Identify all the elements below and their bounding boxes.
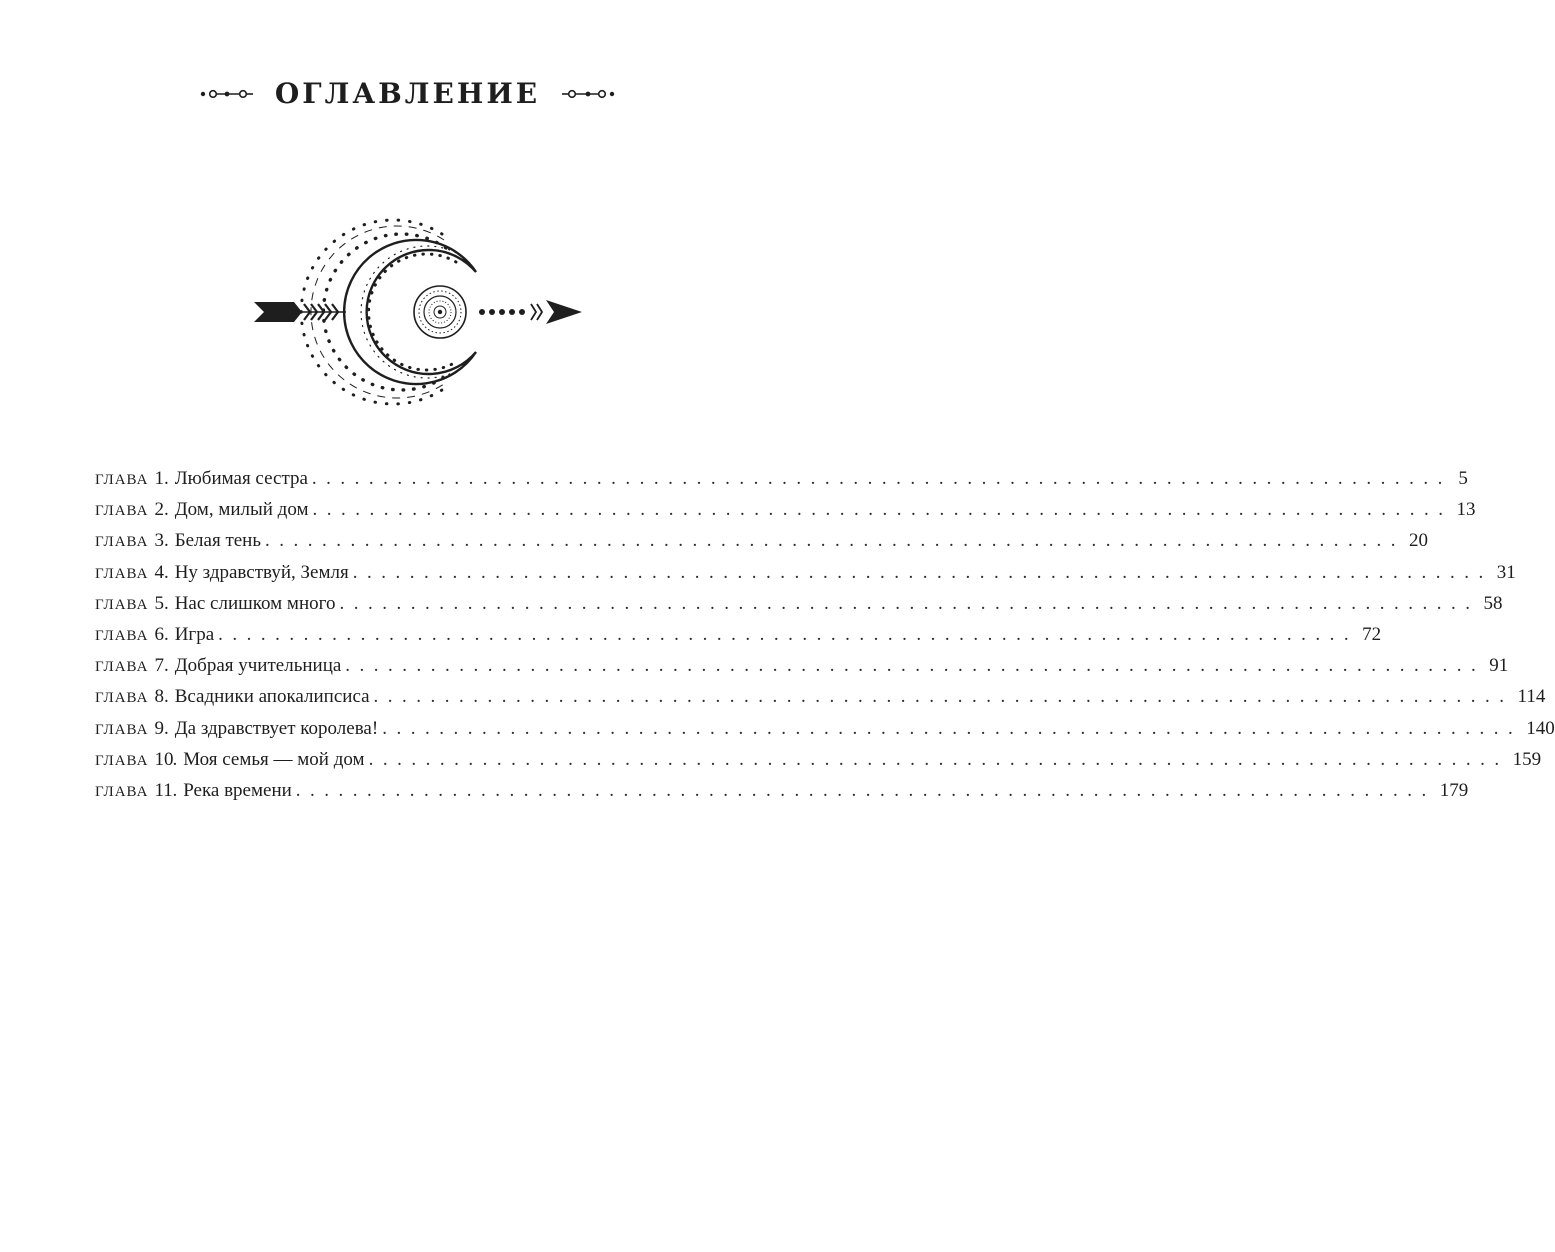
chapter-separator: .: [163, 530, 169, 552]
chapter-number: 1: [154, 468, 164, 489]
chapter-number: 11: [154, 779, 173, 801]
chapter-title: Ну здравствуй, Земля: [174, 561, 349, 583]
dot-leader: ................................................................................: [312, 499, 1453, 521]
chapter-label: ГЛАВА: [95, 659, 149, 676]
chapter-title: Любимая сестра: [174, 468, 308, 489]
page-number: 5: [1458, 468, 1468, 489]
page-number: 58: [1483, 592, 1503, 614]
chapter-label: ГЛАВА: [95, 596, 149, 613]
chapter-separator: .: [163, 499, 169, 521]
page-number: 140: [1526, 717, 1555, 739]
mandala-icon: [414, 286, 466, 338]
toc-entry[interactable]: [95, 655, 1509, 686]
page-title: ОГЛАВЛЕНИЕ: [274, 77, 541, 110]
dot-leader: ................................................................................: [265, 530, 1406, 552]
arrow-head-icon: [479, 300, 582, 324]
chapter-label: ГЛАВА: [95, 565, 149, 582]
table-of-contents: [95, 468, 1555, 811]
chapter-number: 8: [154, 686, 164, 708]
chapter-label: ГЛАВА: [95, 627, 149, 644]
chapter-number: 5: [154, 592, 164, 614]
chapter-title: Добрая учительница: [174, 655, 342, 677]
chapter-label: ГЛАВА: [95, 503, 149, 520]
chapter-separator: .: [163, 561, 169, 583]
chapter-label: ГЛАВА: [95, 690, 149, 707]
chapter-label: ГЛАВА: [95, 721, 149, 738]
chapter-title: Всадники апокалипсиса: [174, 686, 370, 708]
page-number: 91: [1489, 655, 1509, 677]
toc-entry[interactable]: [95, 717, 1555, 749]
dot-leader: ................................................................................: [295, 779, 1436, 801]
chapter-label: ГЛАВА: [95, 752, 149, 769]
page-number: 72: [1362, 623, 1382, 645]
chapter-title: Моя семья — мой дом: [183, 748, 365, 770]
left-flourish-icon: [199, 87, 261, 101]
page-number: 159: [1512, 748, 1542, 770]
chapter-title: Река времени: [183, 779, 292, 801]
crescent-moon-arrow-emblem: [248, 232, 588, 388]
chapter-separator: .: [163, 592, 169, 614]
chapter-label: ГЛАВА: [95, 534, 149, 551]
toc-entry[interactable]: [95, 779, 1469, 811]
dot-leader: ................................................................................: [368, 748, 1509, 770]
chapter-number: 3: [154, 530, 164, 552]
chapter-separator: .: [163, 623, 169, 645]
page-number: 179: [1439, 779, 1469, 801]
toc-entry[interactable]: [95, 623, 1382, 655]
chapter-separator: .: [163, 686, 169, 708]
dot-leader: ................................................................................: [345, 655, 1486, 677]
toc-entry[interactable]: [95, 468, 1468, 499]
dot-leader: ................................................................................: [352, 561, 1493, 583]
right-flourish-icon: [554, 87, 616, 101]
chapter-number: 6: [154, 623, 164, 645]
dot-leader: ................................................................................: [218, 623, 1359, 645]
toc-entry[interactable]: [95, 530, 1429, 561]
toc-entry[interactable]: [95, 592, 1503, 624]
chapter-number: 7: [154, 655, 164, 677]
chapter-number: 10: [154, 748, 174, 770]
dot-leader: ................................................................................: [311, 468, 1452, 489]
chapter-title: Нас слишком много: [174, 592, 336, 614]
chapter-number: 9: [154, 717, 164, 739]
toc-entry[interactable]: [95, 748, 1542, 780]
chapter-separator: .: [163, 655, 169, 677]
chapter-separator: .: [172, 748, 178, 770]
dot-leader: ................................................................................: [339, 592, 1480, 614]
toc-entry[interactable]: [95, 499, 1476, 530]
chapter-separator: .: [172, 779, 178, 801]
page-number: 13: [1456, 499, 1476, 521]
page-number: 31: [1496, 561, 1516, 583]
chapter-title: Да здравствует королева!: [174, 717, 379, 739]
chapter-title: Игра: [174, 623, 215, 645]
chapter-title: Дом, милый дом: [174, 499, 309, 521]
chapter-separator: .: [163, 468, 169, 489]
page-number: 114: [1517, 686, 1546, 708]
chapter-title: Белая тень: [174, 530, 262, 552]
dot-leader: ................................................................................: [373, 686, 1514, 708]
chapter-separator: .: [163, 717, 169, 739]
toc-entry[interactable]: [95, 686, 1546, 717]
chapter-number: 4: [154, 561, 164, 583]
chapter-label: ГЛАВА: [95, 783, 149, 800]
chapter-label: ГЛАВА: [95, 472, 149, 488]
chapter-number: 2: [154, 499, 164, 521]
dot-leader: ................................................................................: [382, 717, 1523, 739]
page-number: 20: [1409, 530, 1429, 552]
heading-row: [0, 72, 815, 116]
toc-entry[interactable]: [95, 561, 1516, 593]
